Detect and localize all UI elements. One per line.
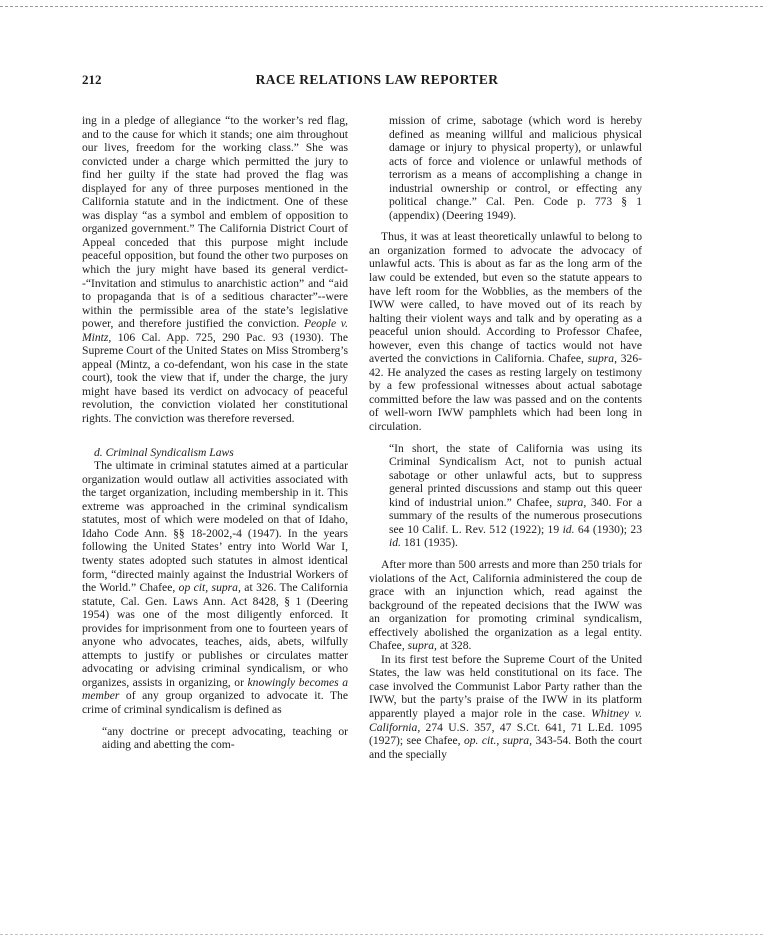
section-heading: d. Criminal Syndicalism Laws — [94, 445, 234, 459]
left-column — [82, 114, 348, 752]
block-quote-start: “any doctrine or precept advocating, teaching or aiding and abetting the com- — [102, 724, 348, 752]
block-quote-chafee: “In short, the state of California was using its Criminal Syndicalism Act, not to punish actual sabotage or other unlawful acts, but to suppress general printed discussions and stamp out this queer kind of industrial union.” Chafee, supra, 340. For a summary of the results of the numerous prosecutions see 10 Calif. L. Rev. 512 (1922); 19 id. 64 (1930); 23 id. 181 (1935). — [389, 441, 642, 550]
running-title: RACE RELATIONS LAW REPORTER — [255, 72, 499, 87]
page-header — [82, 72, 672, 90]
emphasis-membership: knowingly becomes a member — [82, 675, 348, 703]
right-column — [369, 114, 642, 761]
paragraph-stromberg: ing in a pledge of allegiance “to the worker’s red flag, and to the cause for which it stands; one aim throughout our lives, freedom for the working class.” She was convicted under a charge which permitted the jury to find her guilty if the state had proved the flag was displayed for any of three purposes mentioned in the California statute and in the indictment. One of these was display “as a symbol and emblem of opposition to organized government.” The California District Court of Appeal conceded that this purpose might include peaceful opposition, but found the other two purposes on which the jury might have based its general verdict--“Invitation and stimulus to anarchistic action” and “aid to propaganda that is of a seditious character”--were within the permissible area of the state’s legislative power, and therefore justified the conviction. People v. Mintz, 106 Cal. App. 725, 290 Pac. 93 (1930). The Supreme Court of the United States on Miss Stromberg’s appeal (Mintz, a co-defendant, won his case in the state court), took the view that if, under the charge, the jury might have based its verdict on advocacy of peaceful revolution, the conviction violated her constitutional rights. The conviction was therefore reversed. — [82, 114, 348, 426]
page-number: 212 — [82, 72, 102, 87]
bottom-scan-rule — [0, 934, 763, 935]
case-citation: People v. Mintz, — [82, 317, 348, 344]
top-scan-rule — [0, 6, 763, 7]
paragraph-injunction: After more than 500 arrests and more than 250 trials for violations of the Act, California administered the coup de grace with an injunction which, read against the background of the repeated decisions that the IWW was an organization for promoting criminal syndicalism, effectively abolished the organization as a legal entity. Chafee, supra, at 328. — [369, 557, 642, 653]
paragraph-wobblies: Thus, it was at least theoretically unlawful to belong to an organization formed to advocate the advocacy of unlawful acts. This is about as far as the long arm of the law could be extended, but even so the statute appears to have left room for the Wobblies, as the members of the IWW were called, to have moved out of its reach by halting their violent ways and talk and by operating as a peaceful union should. According to Professor Chafee, however, even this change of tactics would not have averted the convictions in California. Chafee, supra, 326-42. He analyzed the cases as resting largely on testimony by a few professional witnesses about actual sabotage committed before the law was passed and on the contents of well-worn IWW pamphlets which had been long in circulation. — [369, 230, 642, 434]
case-citation-whitney: Whitney v. California, — [369, 706, 642, 734]
paragraph-whitney: In its first test before the Supreme Court of the United States, the law was held constitutional on its face. The case involved the Communist Labor Party rather than the IWW, but the party’s praise of the IWW in its platform apparently played a major role in the case. Whitney v. California, 274 U.S. 357, 47 S.Ct. 641, 71 L.Ed. 1095 (1927); see Chafee, op. cit., supra, 343-54. Both the court and the specially — [369, 652, 642, 761]
paragraph-criminal-syndicalism: The ultimate in criminal statutes aimed at a particular organization would outlaw all activities associated with the target organization, including membership in it. This extreme was approached in the criminal syndicalism statutes, most of which were modeled on that of Idaho, Idaho Code Ann. §§ 18-2002,-4 (1947). In the years following the United States’ entry into World War I, twenty states adopted such statutes in almost identical form, “directed mainly against the Industrial Workers of the World.” Chafee, op cit, supra, at 326. The California statute, Cal. Gen. Laws Ann. Act 8428, § 1 (Deering 1954) was one of the most diligently enforced. It provides for imprisonment from one to fourteen years of anyone who advocates, teaches, aids, abets, wilfully attempts to justify or publishes or circulates matter advocating or advising criminal syndicalism, or who organizes, assists in organizing, or knowingly becomes a member of any group organized to advocate it. The crime of criminal syndicalism is defined as — [82, 459, 348, 716]
block-quote-continued: mission of crime, sabotage (which word is hereby defined as meaning willful and malicious physical damage or injury to physical property), or unlawful acts of force and violence or unlawful methods of terrorism as a means of accomplishing a change in industrial ownership or control, or effecting any political change.” Cal. Pen. Code p. 773 § 1 (appendix) (Deering 1949). — [389, 114, 642, 222]
